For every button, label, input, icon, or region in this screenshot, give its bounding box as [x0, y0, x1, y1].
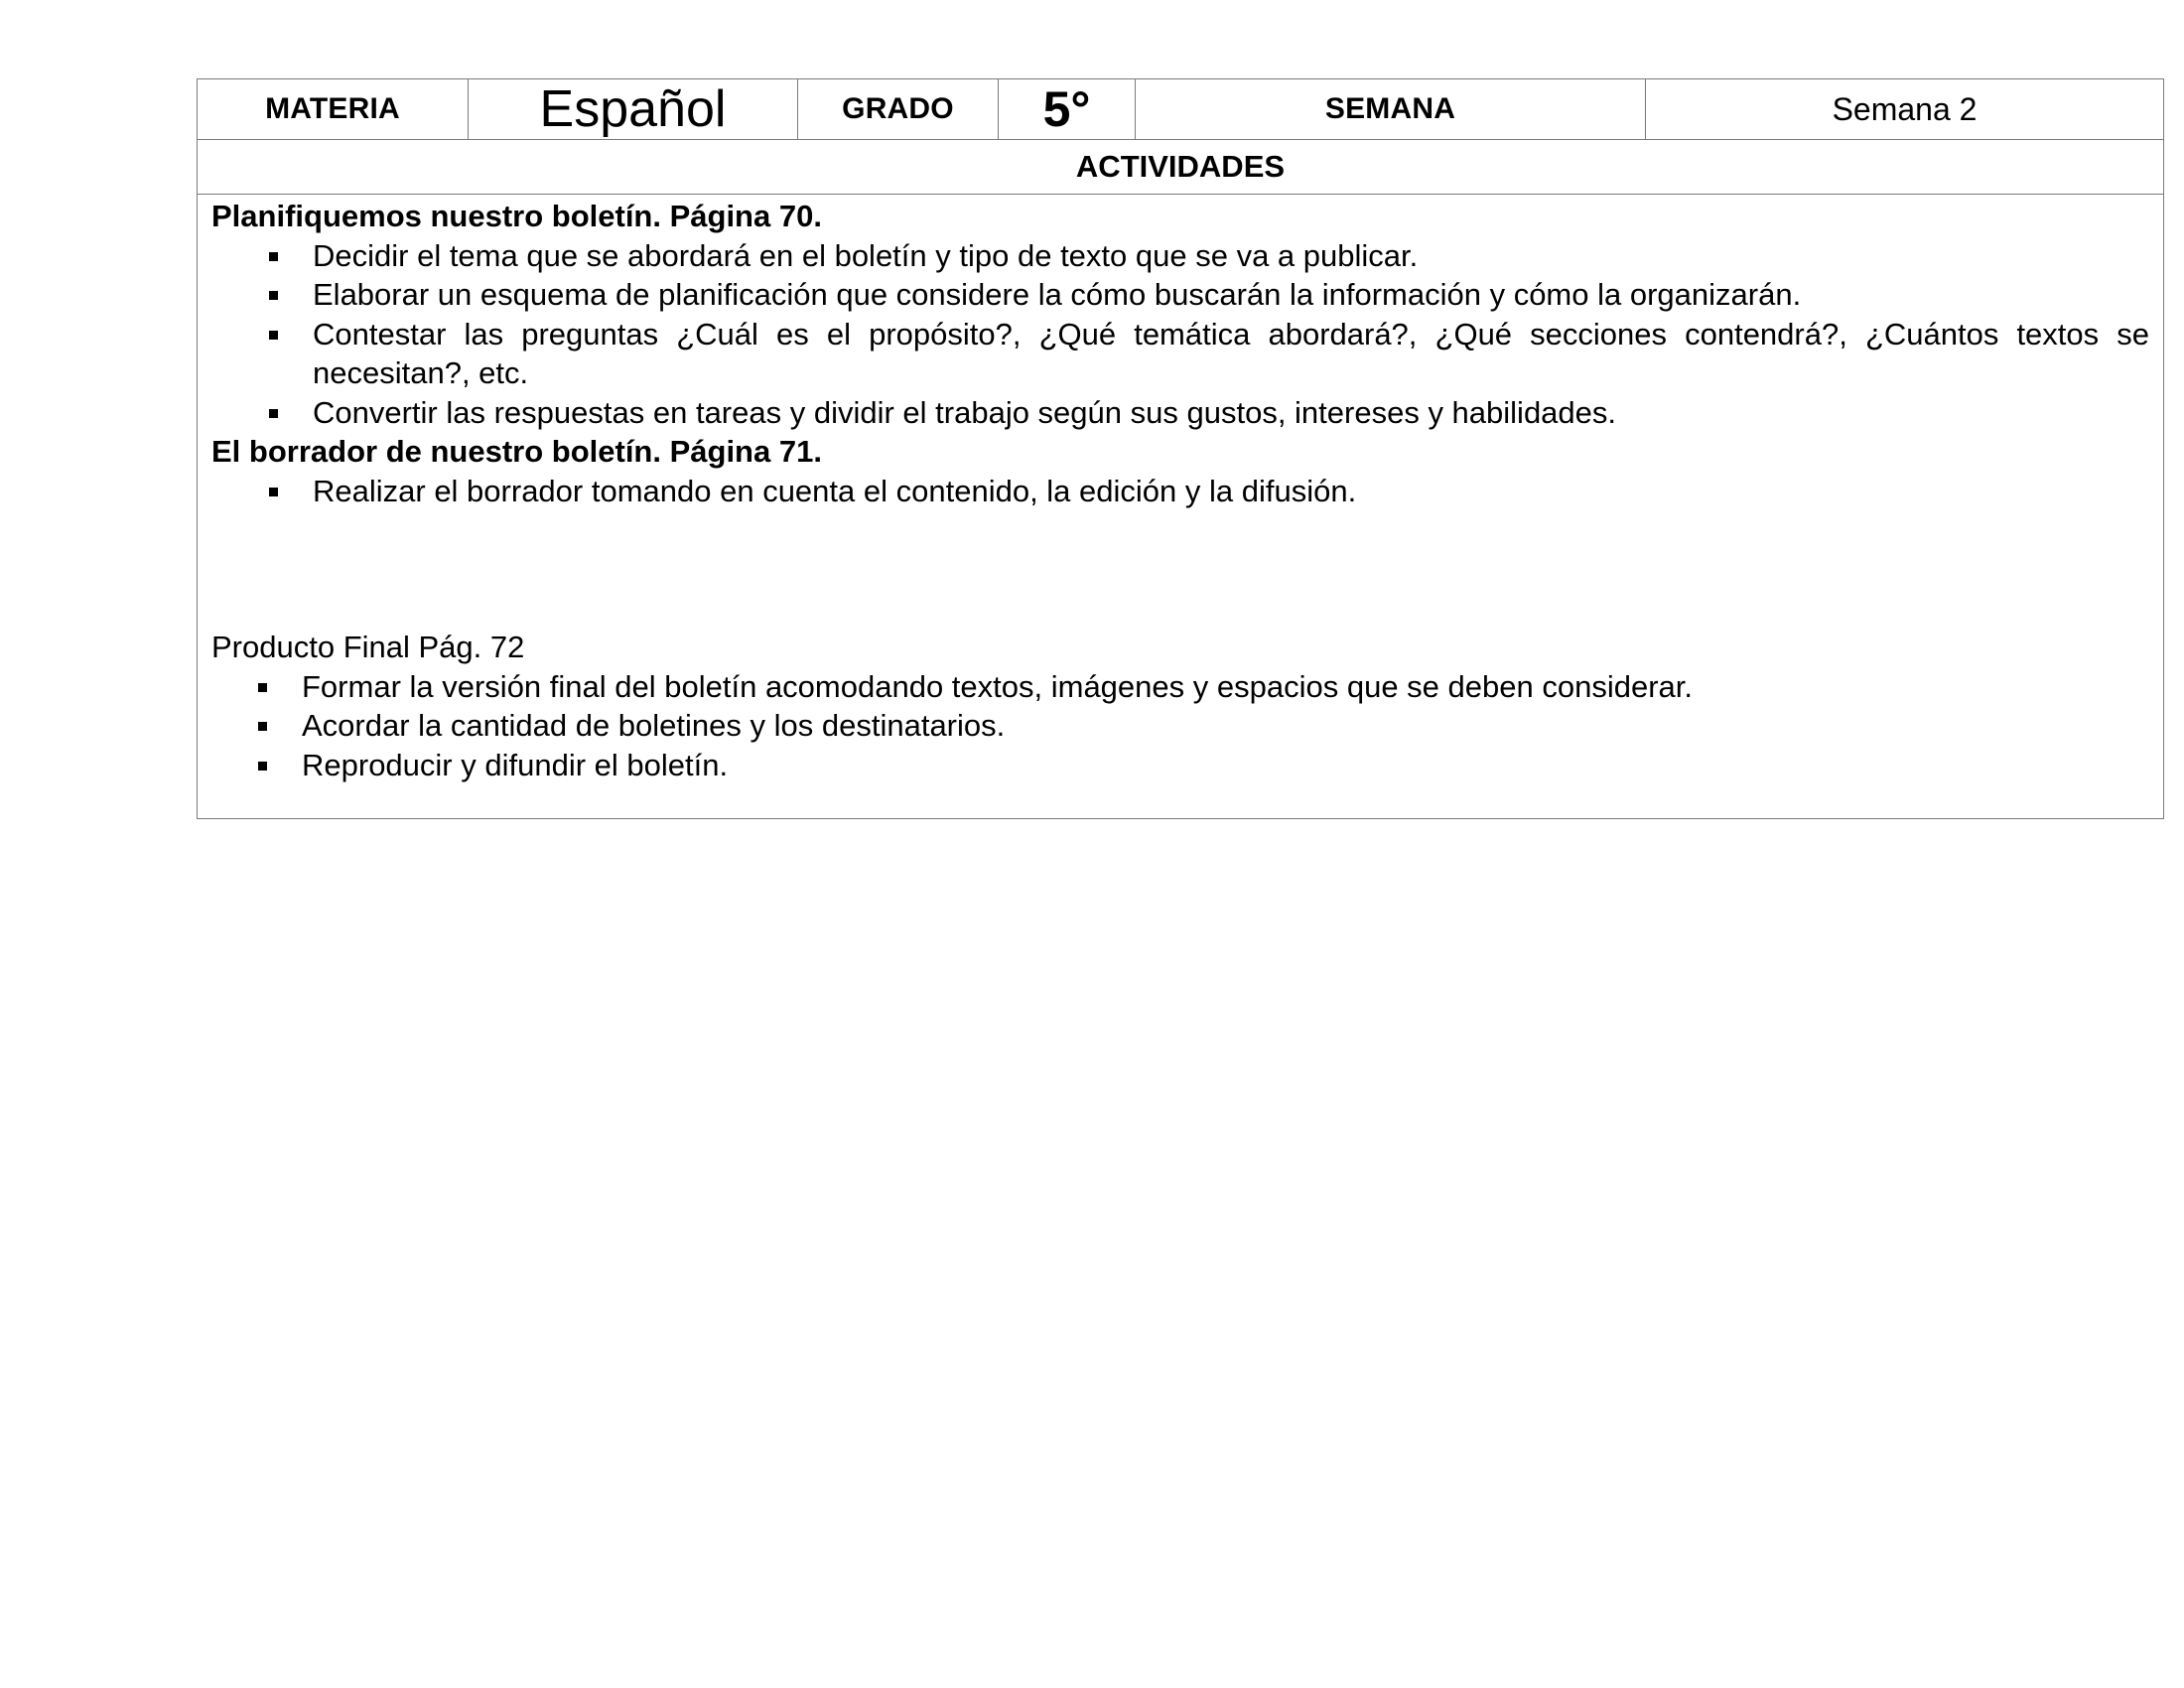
list-item: Decidir el tema que se abordará en el boletín y tipo de texto que se va a publicar. — [211, 236, 2149, 276]
semana-value: Semana 2 — [1646, 79, 2164, 140]
section-title-borrador: El borrador de nuestro boletín. Página 71. — [211, 434, 822, 469]
section-list-producto-final — [211, 667, 2149, 785]
materia-value: Español — [469, 79, 798, 140]
actividades-title: ACTIVIDADES — [198, 140, 2164, 195]
list-item: Acordar la cantidad de boletines y los destinatarios. — [211, 706, 2149, 746]
section-title-planificacion: Planifiquemos nuestro boletín. Página 70. — [211, 199, 822, 233]
spacer — [211, 510, 2149, 628]
list-item: Contestar las preguntas ¿Cuál es el propósito?, ¿Qué temática abordará?, ¿Qué secciones contendrá?, ¿Cuántos textos se necesitan?, etc. — [211, 315, 2149, 393]
semana-label: SEMANA — [1136, 79, 1646, 140]
content-cell — [198, 195, 2164, 819]
section-list-planificacion — [211, 236, 2149, 433]
grado-label: GRADO — [798, 79, 999, 140]
section-title-producto-final: Producto Final Pág. 72 — [211, 630, 525, 664]
list-item: Realizar el borrador tomando en cuenta el contenido, la edición y la difusión. — [211, 472, 2149, 511]
list-item: Convertir las respuestas en tareas y dividir el trabajo según sus gustos, intereses y habilidades. — [211, 393, 2149, 433]
activities-content — [198, 195, 2163, 784]
section-list-borrador — [211, 472, 2149, 511]
list-item: Reproducir y difundir el boletín. — [211, 746, 2149, 785]
list-item: Elaborar un esquema de planificación que considere la cómo buscarán la información y cómo la organizarán. — [211, 275, 2149, 315]
materia-label: MATERIA — [198, 79, 469, 140]
grado-value: 5° — [999, 79, 1136, 140]
actividades-row — [198, 140, 2164, 195]
header-row — [198, 79, 2164, 140]
content-row — [198, 195, 2164, 819]
list-item: Formar la versión final del boletín acomodando textos, imágenes y espacios que se deben considerar. — [211, 667, 2149, 707]
activities-table — [197, 78, 2164, 819]
